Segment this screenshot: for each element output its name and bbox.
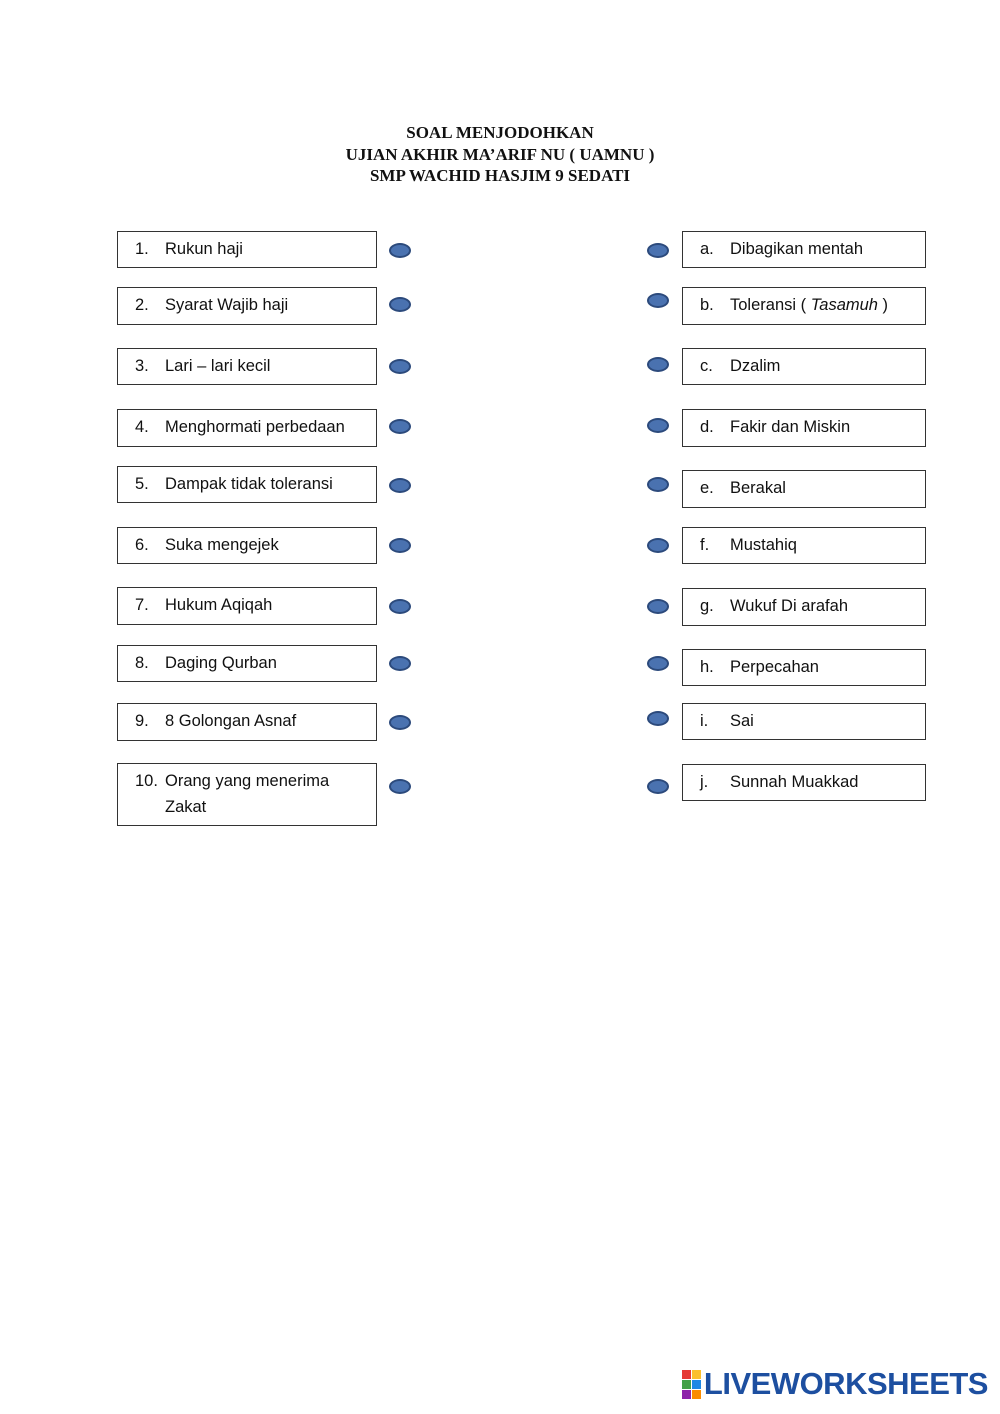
left-connector-dot-6[interactable] [389, 538, 411, 553]
answer-box-j [682, 764, 926, 801]
question-text: Rukun haji [165, 240, 243, 258]
answer-text: Sunnah Muakkad [730, 773, 859, 791]
title-line-1: SOAL MENJODOHKAN [406, 123, 594, 142]
answer-text: Wukuf Di arafah [730, 597, 848, 615]
question-box-2 [117, 287, 377, 325]
right-connector-dot-a[interactable] [647, 243, 669, 258]
answer-letter: j. [700, 773, 709, 791]
answer-box-b [682, 287, 926, 325]
question-number: 5. [135, 475, 149, 493]
answer-letter: c. [700, 357, 713, 375]
question-text: Menghormati perbedaan [165, 418, 345, 436]
answer-text-italic: Tasamuh [810, 296, 878, 314]
answer-text: Sai [730, 712, 754, 730]
question-box-3 [117, 348, 377, 385]
answer-text: Berakal [730, 479, 786, 497]
answer-box-c [682, 348, 926, 385]
logo-square-5 [682, 1390, 691, 1399]
answer-text: Dibagikan mentah [730, 240, 863, 258]
logo-square-6 [692, 1390, 701, 1399]
question-box-9 [117, 703, 377, 741]
answer-letter: a. [700, 240, 714, 258]
question-text: Hukum Aqiqah [165, 596, 273, 614]
left-connector-dot-10[interactable] [389, 779, 411, 794]
question-text: Syarat Wajib haji [165, 296, 289, 314]
left-connector-dot-8[interactable] [389, 656, 411, 671]
question-number: 6. [135, 536, 149, 554]
answer-text-suffix: ) [877, 296, 889, 314]
question-number: 4. [135, 418, 149, 436]
answer-text: Mustahiq [730, 536, 797, 554]
left-connector-dot-7[interactable] [389, 599, 411, 614]
answer-box-h [682, 649, 926, 686]
answer-box-i [682, 703, 926, 740]
answer-letter: i. [700, 712, 709, 730]
logo-square-4 [692, 1380, 701, 1389]
right-connector-dot-f[interactable] [647, 538, 669, 553]
answer-box-d [682, 409, 926, 447]
right-connector-dot-i[interactable] [647, 711, 669, 726]
title-line-2: UJIAN AKHIR MA’ARIF NU ( UAMNU ) [345, 144, 655, 164]
question-box-8 [117, 645, 377, 682]
question-box-6 [117, 527, 377, 564]
question-text: Orang yang menerima Zakat [165, 772, 330, 816]
answer-letter: h. [700, 658, 714, 676]
right-connector-dot-h[interactable] [647, 656, 669, 671]
question-box-7 [117, 587, 377, 625]
answer-box-e [682, 470, 926, 508]
logo-square-2 [692, 1370, 701, 1379]
right-connector-dot-e[interactable] [647, 477, 669, 492]
answer-letter: e. [700, 479, 714, 497]
question-text: 8 Golongan Asnaf [165, 712, 297, 730]
question-box-4 [117, 409, 377, 447]
question-number: 2. [135, 296, 149, 314]
question-number: 1. [135, 240, 149, 258]
liveworksheets-brand [682, 1366, 988, 1402]
title-line-3: SMP WACHID HASJIM 9 SEDATI [369, 166, 631, 185]
answer-letter: d. [700, 418, 714, 436]
answer-text: Perpecahan [730, 658, 819, 676]
left-connector-dot-5[interactable] [389, 478, 411, 493]
left-connector-dot-9[interactable] [389, 715, 411, 730]
left-connector-dot-4[interactable] [389, 419, 411, 434]
question-text: Lari – lari kecil [165, 357, 271, 375]
right-connector-dot-j[interactable] [647, 779, 669, 794]
question-number: 7. [135, 596, 149, 614]
question-box-5 [117, 466, 377, 503]
logo-square-1 [682, 1370, 691, 1379]
left-connector-dot-1[interactable] [389, 243, 411, 258]
answer-letter: f. [700, 536, 710, 554]
question-text: Daging Qurban [165, 654, 277, 672]
answer-box-g [682, 588, 926, 626]
right-connector-dot-g[interactable] [647, 599, 669, 614]
left-connector-dot-2[interactable] [389, 297, 411, 312]
answer-text: Fakir dan Miskin [730, 418, 851, 436]
question-box-10 [117, 763, 377, 826]
answer-box-f [682, 527, 926, 564]
question-number: 9. [135, 712, 149, 730]
left-connector-dot-3[interactable] [389, 359, 411, 374]
right-connector-dot-c[interactable] [647, 357, 669, 372]
logo-square-3 [682, 1380, 691, 1389]
right-connector-dot-d[interactable] [647, 418, 669, 433]
worksheet-title [0, 122, 1000, 187]
question-number: 10. [135, 772, 158, 790]
liveworksheets-logo-icon [682, 1370, 701, 1399]
answer-letter: b. [700, 296, 714, 314]
liveworksheets-wordmark: LIVEWORKSHEETS [703, 1366, 988, 1401]
question-number: 8. [135, 654, 149, 672]
right-connector-dot-b[interactable] [647, 293, 669, 308]
question-box-1 [117, 231, 377, 268]
answer-text: Toleransi ( [730, 296, 811, 314]
answer-box-a [682, 231, 926, 268]
answer-letter: g. [700, 597, 714, 615]
question-text: Dampak tidak toleransi [165, 475, 333, 493]
question-text: Suka mengejek [165, 536, 279, 554]
question-number: 3. [135, 357, 149, 375]
answer-text: Dzalim [730, 357, 781, 375]
